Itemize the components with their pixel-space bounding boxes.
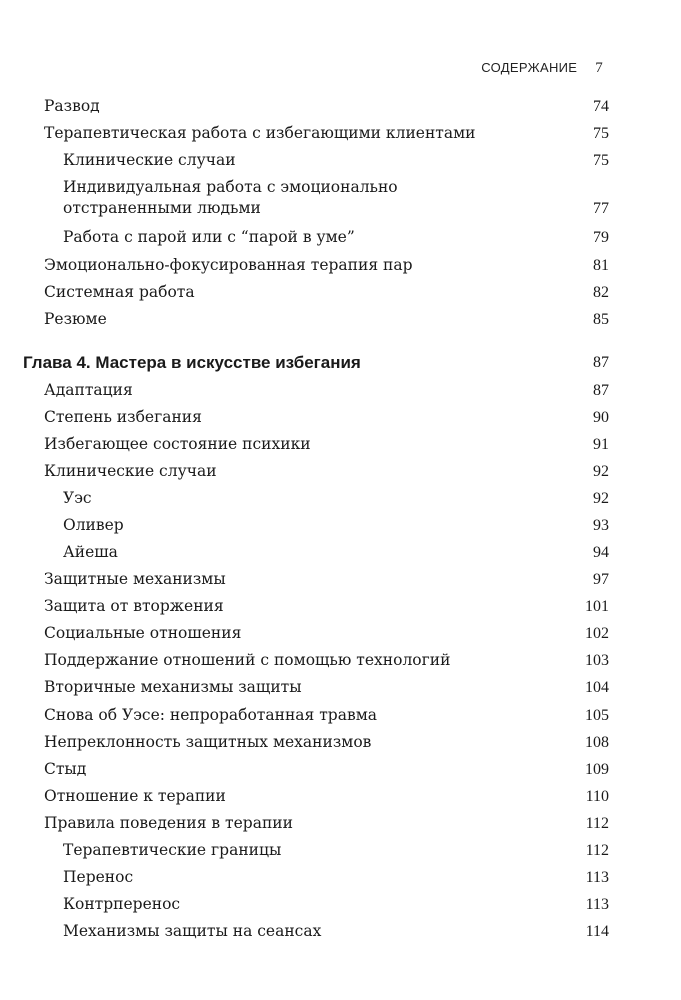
toc-entry-title: Поддержание отношений с помощью технологий <box>44 651 451 669</box>
toc-entry-title: Оливер <box>63 516 124 534</box>
toc-entry-title: Защита от вторжения <box>44 597 224 615</box>
toc-entry-page: 92 <box>593 490 609 507</box>
toc-subentry <box>63 921 609 942</box>
toc-entry-title: Механизмы защиты на сеансах <box>63 922 322 940</box>
toc-entry-title: Айеша <box>63 543 118 561</box>
toc-subentry <box>63 515 609 536</box>
toc-entry <box>44 434 609 455</box>
toc-entry-page: 75 <box>593 125 609 142</box>
toc-entry-page: 94 <box>593 544 609 561</box>
toc-entry-title: Уэс <box>63 489 92 507</box>
toc-subentry <box>63 840 609 861</box>
toc-entry <box>44 380 609 401</box>
toc-entry-title: Защитные механизмы <box>44 570 226 588</box>
toc-entry <box>44 569 609 590</box>
toc-entry-page: 113 <box>585 869 609 886</box>
toc-entry-page: 91 <box>593 436 609 453</box>
toc-entry-title: Избегающее состояние психики <box>44 435 311 453</box>
toc-entry <box>44 732 609 753</box>
toc-entry-page: 103 <box>585 652 609 669</box>
toc-entry-title: Перенос <box>63 868 134 886</box>
toc-entry-page: 105 <box>585 707 609 724</box>
toc-entry-page: 112 <box>585 842 609 859</box>
toc-entry-title: Развод <box>44 97 100 115</box>
toc-entry <box>44 407 609 428</box>
toc-entry-title: Работа с парой или с “парой в уме” <box>63 228 355 246</box>
toc-entry-title: Эмоционально-фокусированная терапия пар <box>44 256 413 274</box>
toc-subentry <box>63 177 609 219</box>
toc-entry <box>44 650 609 671</box>
toc-entry-page: 114 <box>585 923 609 940</box>
toc-entry-page: 93 <box>593 517 609 534</box>
toc-entry <box>44 309 609 330</box>
toc-entry-page: 85 <box>593 311 609 328</box>
toc-entry-page: 110 <box>585 788 609 805</box>
toc-entry-page: 74 <box>593 98 609 115</box>
toc-entry <box>44 96 609 117</box>
toc-entry-page: 92 <box>593 463 609 480</box>
toc-entry-page: 108 <box>585 734 609 751</box>
toc-entry <box>44 461 609 482</box>
running-head-title: СОДЕРЖАНИЕ <box>481 60 578 75</box>
toc-entry-title: Контрперенос <box>63 895 181 913</box>
toc-entry-title: Терапевтические границы <box>63 841 282 859</box>
toc-entry <box>44 705 609 726</box>
toc-entry-page: 82 <box>593 284 609 301</box>
toc-entry-page: 109 <box>585 761 609 778</box>
toc-entry-page: 77 <box>593 200 609 217</box>
toc-entry-title: Стыд <box>44 760 87 778</box>
toc-entry-page: 81 <box>593 257 609 274</box>
toc-entry-title: Индивидуальная работа с эмоционально отстраненными людьми <box>63 178 398 217</box>
toc-subentry <box>63 488 609 509</box>
toc-entry <box>44 677 609 698</box>
toc-entry-page: 101 <box>585 598 609 615</box>
toc-entry-title: Отношение к терапии <box>44 787 226 805</box>
toc-entry <box>44 786 609 807</box>
toc-entry-title: Адаптация <box>44 381 133 399</box>
toc-entry-page: 87 <box>593 382 609 399</box>
toc-entry <box>44 123 609 144</box>
toc-entry-title: Непреклонность защитных механизмов <box>44 733 372 751</box>
toc-chapter-heading <box>23 352 609 373</box>
toc-subentry <box>63 542 609 563</box>
toc-subentry <box>63 894 609 915</box>
toc-entry-title: Вторичные механизмы защиты <box>44 678 302 696</box>
toc-entry-title: Клинические случаи <box>44 462 217 480</box>
toc-entry <box>44 596 609 617</box>
chapter-title: Глава 4. Мастера в искусстве избегания <box>23 353 361 372</box>
toc-entry-title: Социальные отношения <box>44 624 242 642</box>
toc-entry-page: 90 <box>593 409 609 426</box>
toc-entry <box>44 255 609 276</box>
toc-entry <box>44 623 609 644</box>
toc-entry-title: Снова об Уэсе: непроработанная травма <box>44 706 377 724</box>
toc-entry-page: 87 <box>593 354 609 371</box>
toc-entry-page: 75 <box>593 152 609 169</box>
toc-entry-title: Клинические случаи <box>63 151 236 169</box>
page-number: 7 <box>595 60 603 76</box>
toc-entry-title: Терапевтическая работа с избегающими клиентами <box>44 124 476 142</box>
toc-entry <box>44 759 609 780</box>
toc-subentry <box>63 227 609 248</box>
toc-entry-title: Степень избегания <box>44 408 202 426</box>
toc-entry-page: 102 <box>585 625 609 642</box>
toc-entry <box>44 282 609 303</box>
toc-entry <box>44 813 609 834</box>
toc-entry-title: Правила поведения в терапии <box>44 814 293 832</box>
toc-entry-page: 112 <box>585 815 609 832</box>
toc-subentry <box>63 150 609 171</box>
toc-entry-page: 113 <box>585 896 609 913</box>
toc-entry-title: Системная работа <box>44 283 195 301</box>
toc-entry-title: Резюме <box>44 310 107 328</box>
toc-subentry <box>63 867 609 888</box>
toc-entry-page: 97 <box>593 571 609 588</box>
toc-entry-page: 79 <box>593 229 609 246</box>
toc-entry-page: 104 <box>585 679 609 696</box>
